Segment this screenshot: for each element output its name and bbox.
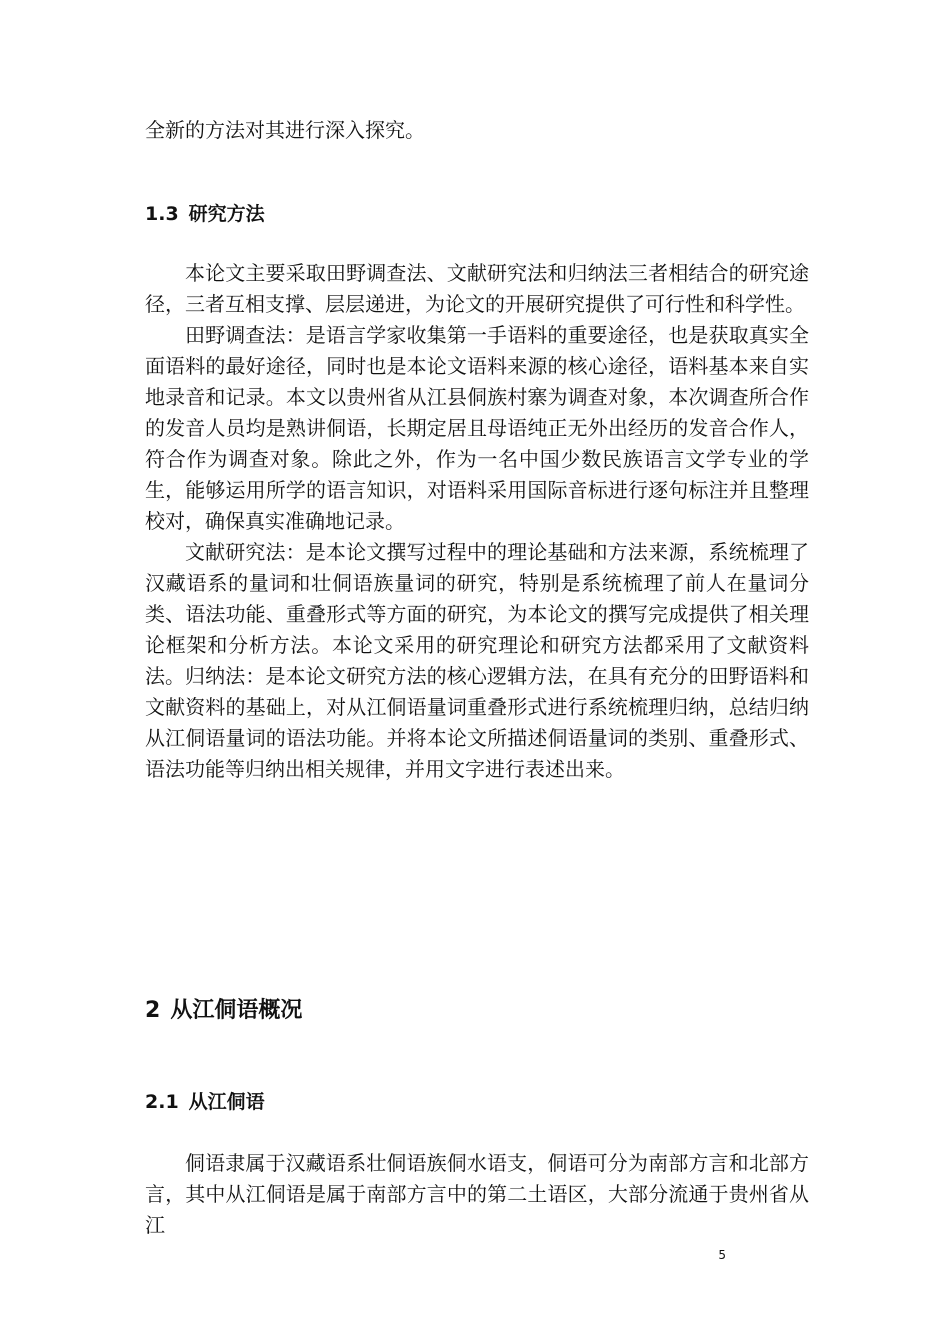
section-title: 从江侗语	[188, 1091, 265, 1113]
section-title: 研究方法	[188, 203, 265, 225]
paragraph-field-survey: 田野调查法：是语言学家收集第一手语料的重要途径，也是获取真实全面语料的最好途径，同时也是本论文语料来源的核心途径，语料基本来自实地录音和记录。本文以贵州省从江县侗族村寨为调查对象，本次调查所合作的发音人员均是熟讲侗语，长期定居且母语纯正无外出经历的发音合作人，符合作为调查对象。除此之外，作为一名中国少数民族语言文学专业的学生，能够运用所学的语言知识，对语料采用国际音标进行逐句标注并且整理校对，确保真实准确地记录。	[145, 323, 809, 533]
chapter-title: 从江侗语概况	[170, 998, 303, 1023]
section-1-3-heading	[145, 199, 265, 226]
continuation-paragraph: 全新的方法对其进行深入探究。	[145, 118, 425, 142]
chapter-number: 2	[145, 998, 161, 1023]
chapter-2-heading	[145, 993, 302, 1024]
paragraph-induction-method: 归纳法：是本论文研究方法的核心逻辑方法，在具有充分的田野语料和文献资料的基础上，对从江侗语量词重叠形式进行系统梳理归纳，总结归纳从江侗语量词的语法功能。并将本论文所描述侗语量词的类别、重叠形式、语法功能等归纳出相关规律，并用文字进行表述出来。	[145, 664, 809, 781]
page-number: 5	[718, 1248, 726, 1262]
section-number: 2.1	[145, 1091, 179, 1113]
paragraph-dong-language: 侗语隶属于汉藏语系壮侗语族侗水语支，侗语可分为南部方言和北部方言，其中从江侗语是属于南部方言中的第二土语区，大部分流通于贵州省从江	[145, 1151, 809, 1237]
section-number: 1.3	[145, 203, 179, 225]
section-2-1-heading	[145, 1087, 265, 1114]
paragraph-research-overview: 本论文主要采取田野调查法、文献研究法和归纳法三者相结合的研究途径，三者互相支撑、层层递进，为论文的开展研究提供了可行性和科学性。	[145, 261, 809, 316]
paragraph-literature-research: 文献研究法：是本论文撰写过程中的理论基础和方法来源，系统梳理了汉藏语系的量词和壮侗语族量词的研究，特别是系统梳理了前人在量词分类、语法功能、重叠形式等方面的研究，为本论文的撰写完成提供了相关理论框架和分析方法。本论文采用的研究理论和研究方法都采用了文献资料法。	[145, 540, 809, 688]
